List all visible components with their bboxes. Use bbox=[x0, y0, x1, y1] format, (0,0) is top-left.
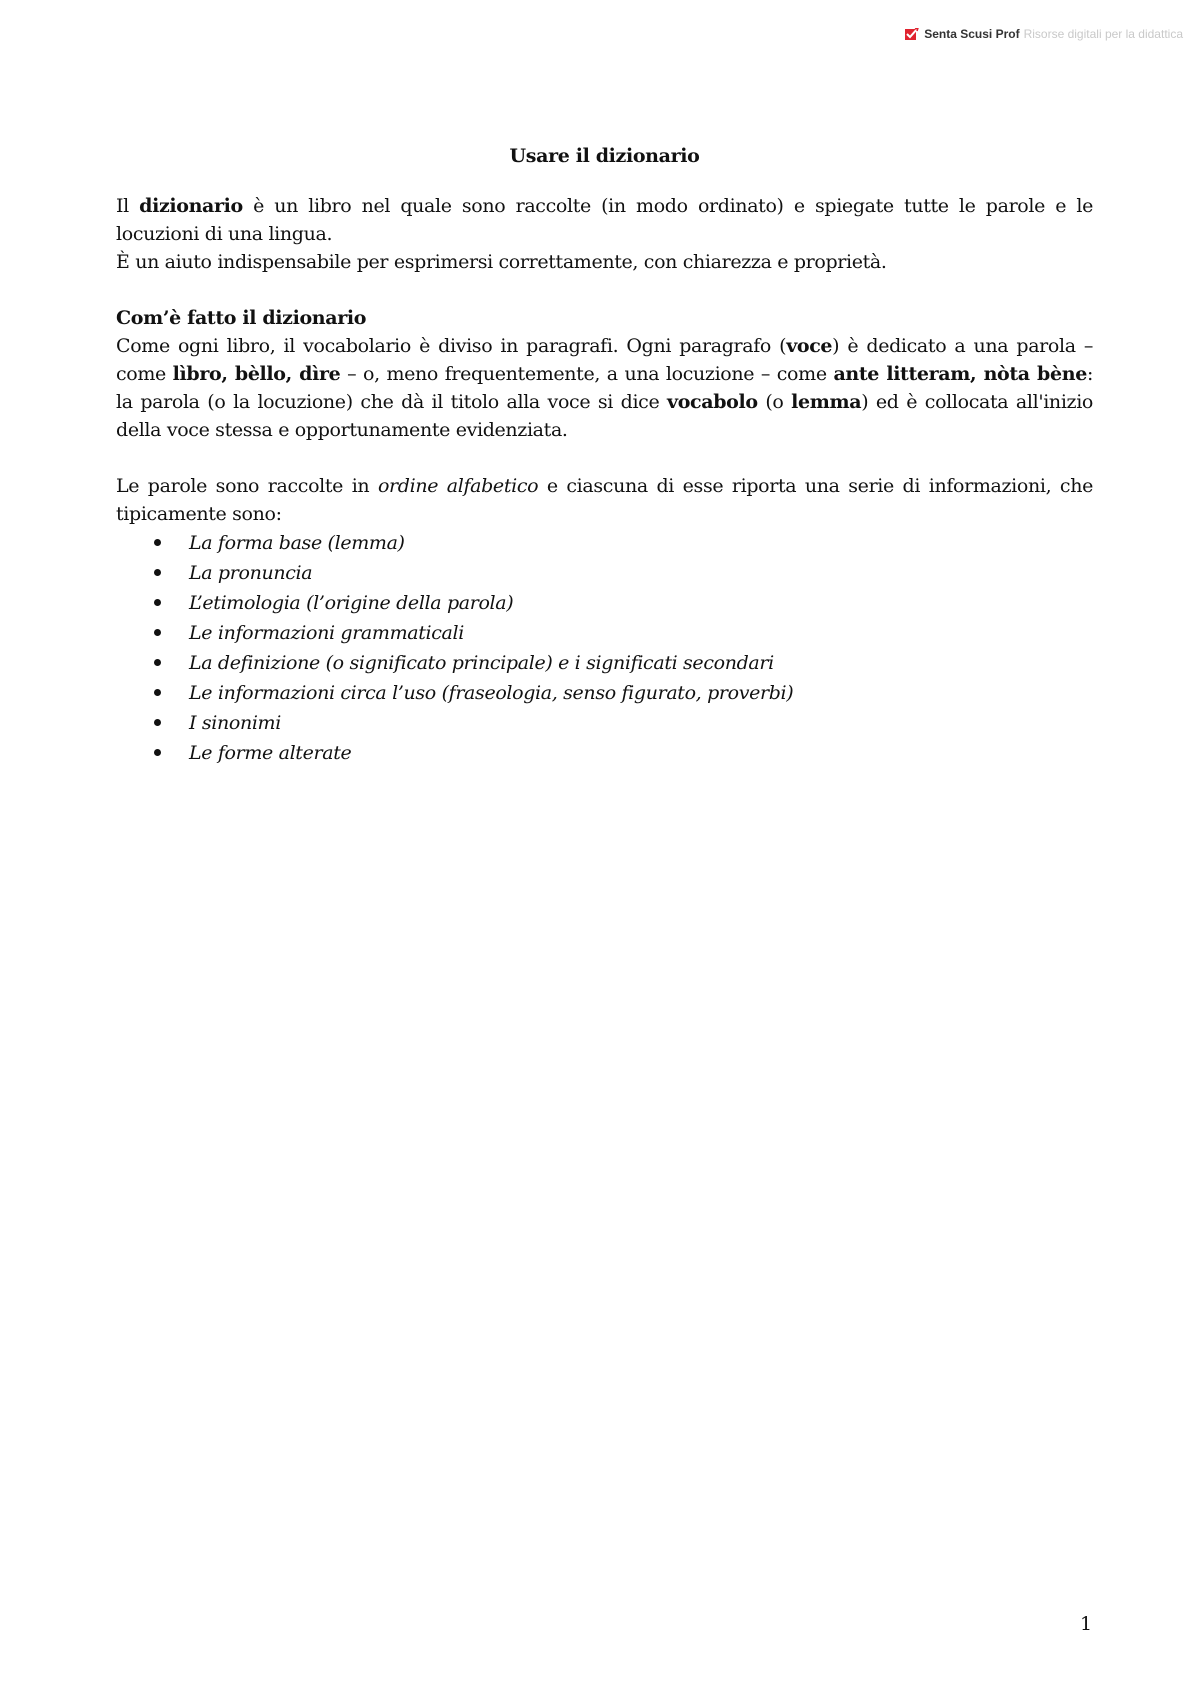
brand-name: Senta Scusi Prof bbox=[924, 27, 1020, 41]
bullet-icon bbox=[154, 629, 161, 636]
bullet-icon bbox=[154, 569, 161, 576]
list-item: La pronuncia bbox=[116, 558, 1093, 588]
bullet-icon bbox=[154, 539, 161, 546]
term-voce: voce bbox=[786, 335, 833, 357]
list-item: Le forme alterate bbox=[116, 738, 1093, 768]
term-lemma: lemma bbox=[791, 391, 862, 413]
term-examples-locutions: ante litteram, nòta bène bbox=[833, 363, 1087, 385]
term-ordine-alfabetico: ordine alfabetico bbox=[377, 475, 539, 497]
section-heading: Com’è fatto il dizionario bbox=[116, 307, 367, 329]
list-item: I sinonimi bbox=[116, 708, 1093, 738]
alphabetical-paragraph: Le parole sono raccolte in ordine alfabetico e ciascuna di esse riporta una serie di informazioni, che tipicamente sono: bbox=[116, 475, 1093, 525]
section-paragraph: Come ogni libro, il vocabolario è diviso in paragrafi. Ogni paragrafo (voce) è dedicato a una parola – come lìbro, bèllo, dìre – o, meno frequentemente, a una locuzione – come ante litteram, nòta bène: la parola (o la locuzione) che dà il titolo alla voce si dice vocabolo (o lemma) ed è collocata all'inizio della voce stessa e opportunamente evidenziata. bbox=[116, 335, 1094, 441]
checkmark-logo-icon bbox=[905, 28, 919, 40]
list-item: L’etimologia (l’origine della parola) bbox=[116, 588, 1093, 618]
bullet-icon bbox=[154, 599, 161, 606]
list-item: Le informazioni grammaticali bbox=[116, 618, 1093, 648]
term-examples-words: lìbro, bèllo, dìre bbox=[172, 363, 341, 385]
document-body bbox=[116, 142, 1093, 768]
bullet-icon bbox=[154, 719, 161, 726]
intro-paragraph-2: È un aiuto indispensabile per esprimersi correttamente, con chiarezza e proprietà. bbox=[116, 251, 887, 273]
list-item: La forma base (lemma) bbox=[116, 528, 1093, 558]
page-number: 1 bbox=[1080, 1613, 1093, 1635]
bullet-icon bbox=[154, 749, 161, 756]
intro-paragraph: Il dizionario è un libro nel quale sono raccolte (in modo ordinato) e spiegate tutte le parole e le locuzioni di una lingua. bbox=[116, 195, 1094, 245]
page-header bbox=[905, 27, 1183, 41]
list-item: Le informazioni circa l’uso (fraseologia, senso figurato, proverbi) bbox=[116, 678, 1093, 708]
document-title: Usare il dizionario bbox=[509, 145, 700, 167]
bullet-icon bbox=[154, 689, 161, 696]
term-vocabolo: vocabolo bbox=[667, 391, 758, 413]
brand-tagline: Risorse digitali per la didattica bbox=[1023, 27, 1183, 41]
term-dizionario: dizionario bbox=[139, 195, 243, 217]
list-item: La definizione (o significato principale) e i significati secondari bbox=[116, 648, 1093, 678]
information-list bbox=[116, 528, 1093, 768]
bullet-icon bbox=[154, 659, 161, 666]
